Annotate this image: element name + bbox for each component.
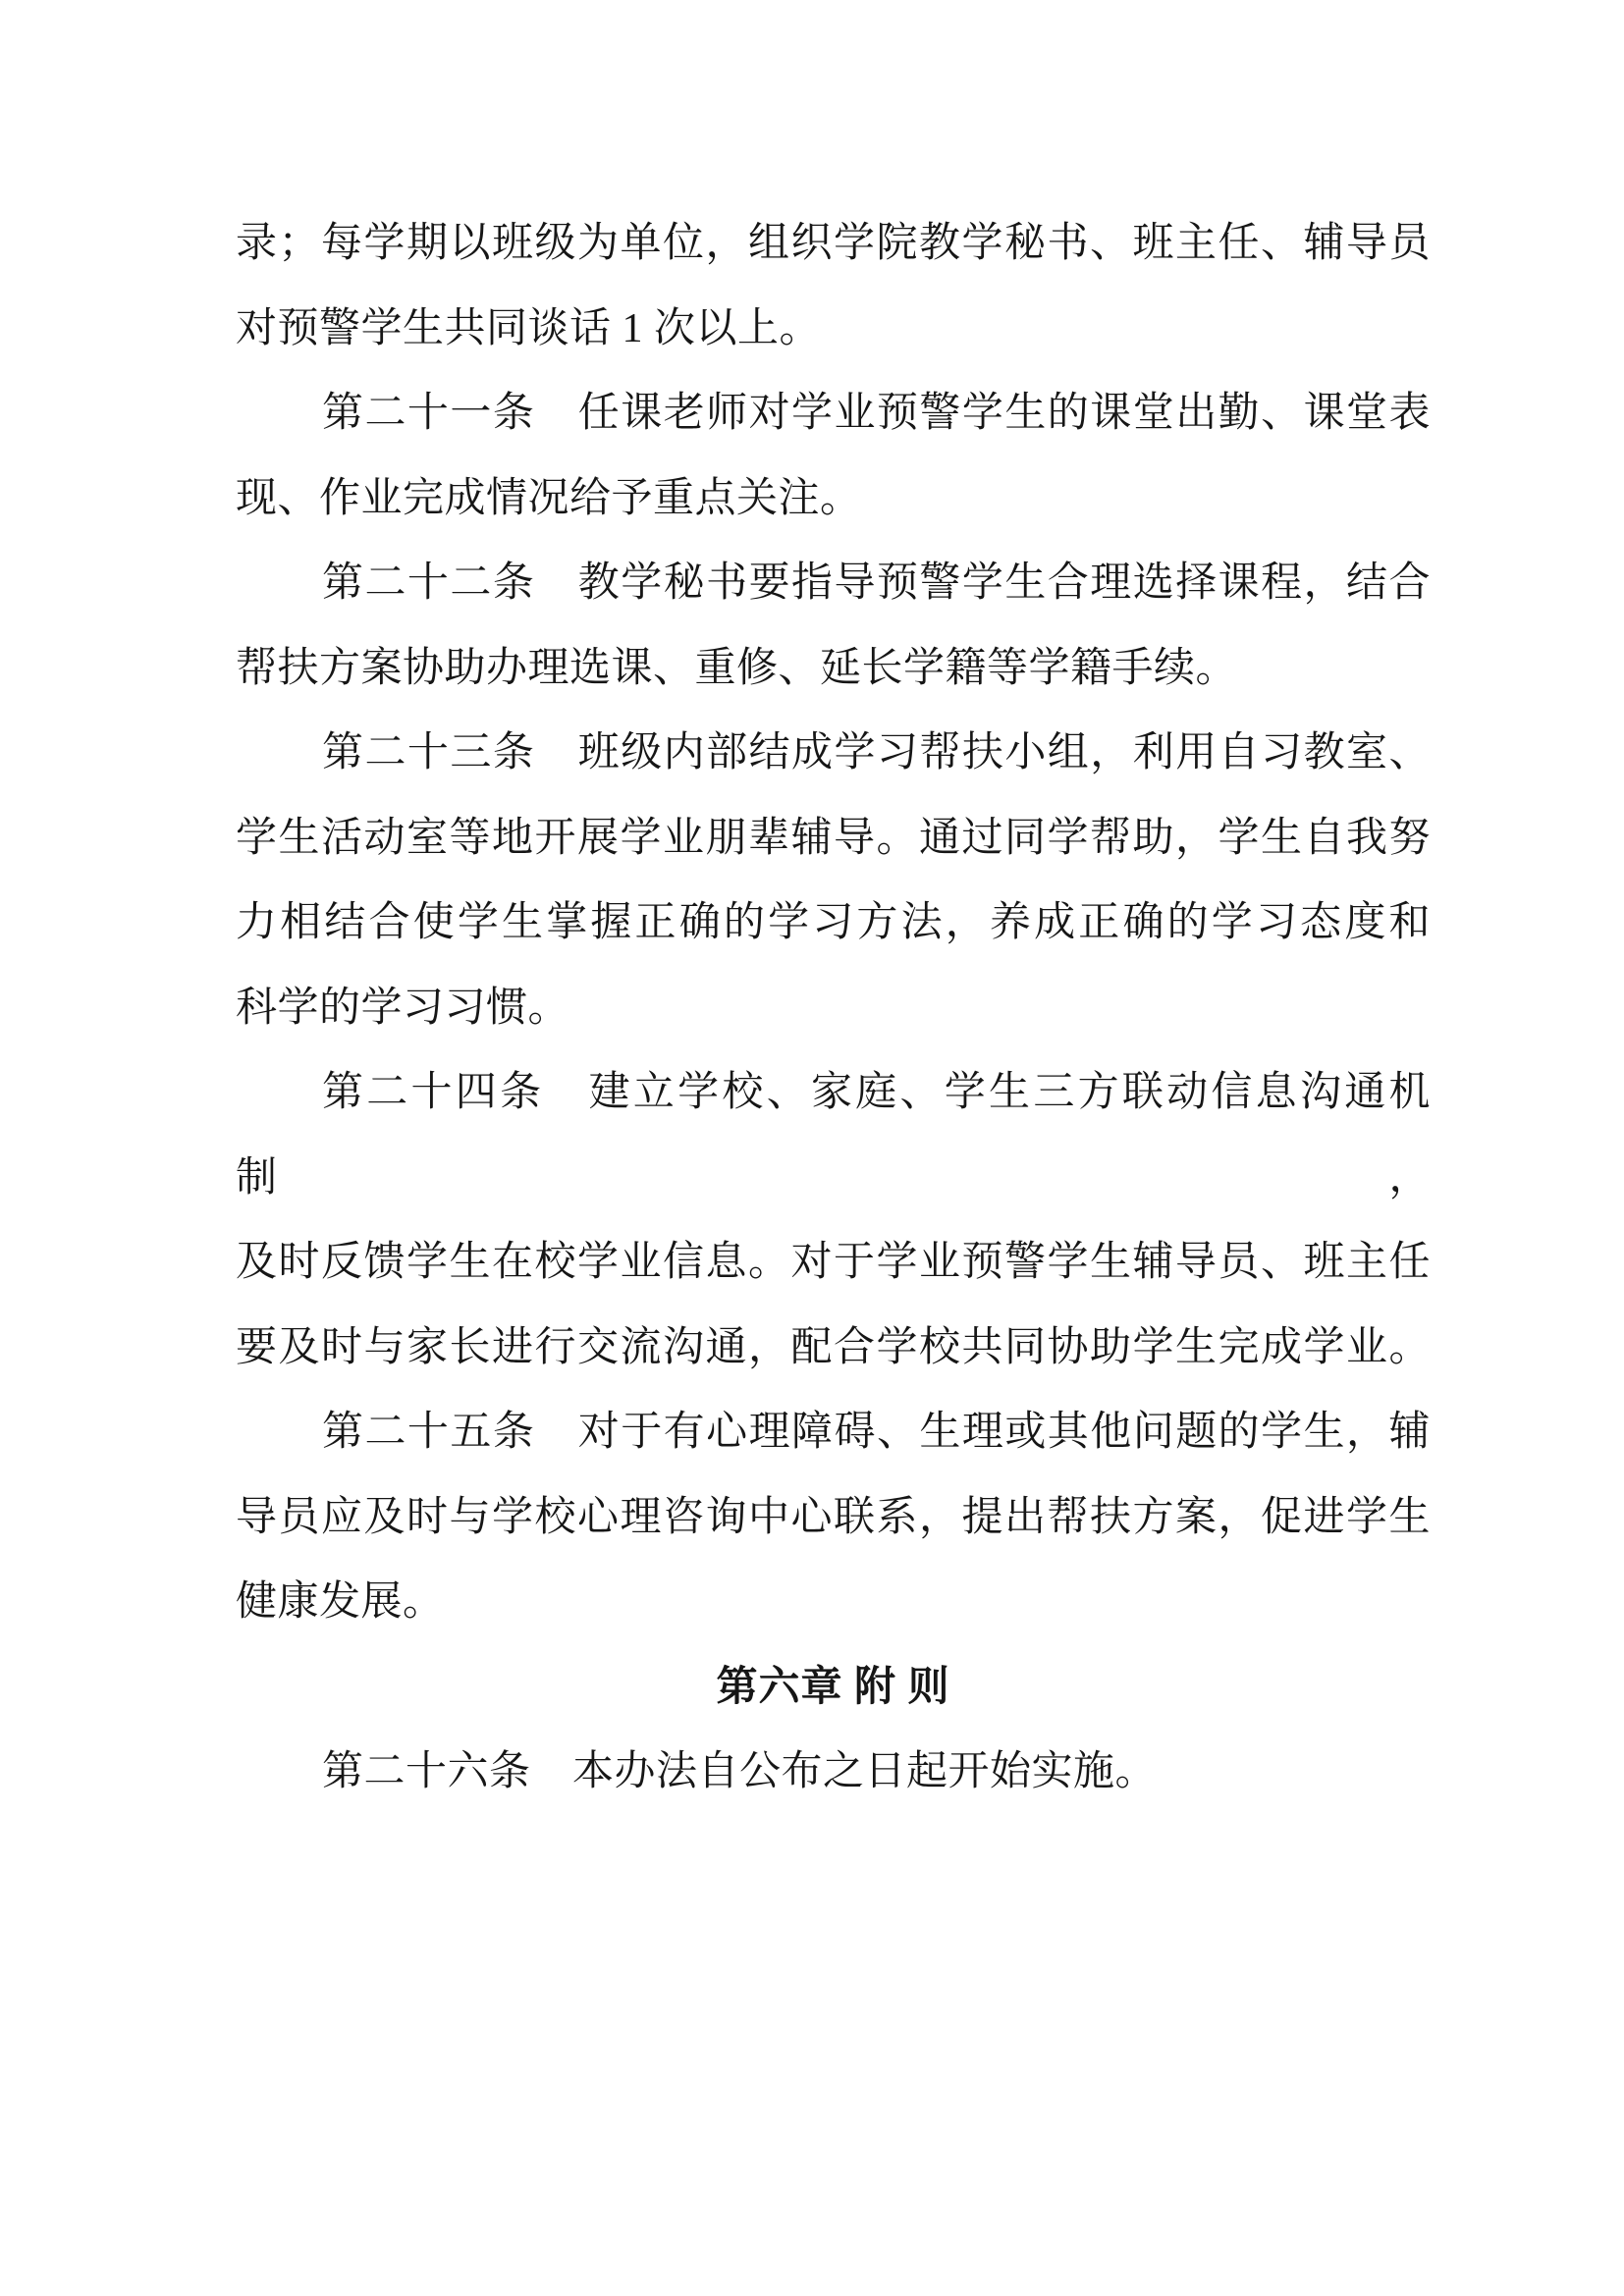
text-line: 现、作业完成情况给予重点关注。 [236, 475, 862, 521]
text-line: 录；每学期以班级为单位，组织学院教学秘书、班主任、辅导员 [236, 221, 1431, 266]
article-21-line: 第二十一条 任课老师对学业预警学生的课堂出勤、课堂表 [322, 391, 1431, 436]
text-line: 及时反馈学生在校学业信息。对于学业预警学生辅导员、班主任 [236, 1240, 1431, 1285]
chapter-heading: 第六章 附 则 [716, 1664, 950, 1710]
article-24-line: 第二十四条 建立学校、家庭、学生三方联动信息沟通机制， [236, 1070, 1431, 1201]
document-text-block [236, 201, 1431, 1815]
text-line: 要及时与家长进行交流沟通，配合学校共同协助学生完成学业。 [236, 1324, 1431, 1370]
article-23-line: 第二十三条 班级内部结成学习帮扶小组，利用自习教室、 [322, 730, 1431, 775]
article-25-line: 第二十五条 对于有心理障碍、生理或其他问题的学生，辅 [322, 1410, 1431, 1455]
text-line: 对预警学生共同谈话 1 次以上。 [236, 305, 822, 351]
article-26-line: 第二十六条 本办法自公布之日起开始实施。 [322, 1749, 1158, 1794]
text-line: 导员应及时与学校心理咨询中心联系，提出帮扶方案，促进学生 [236, 1494, 1431, 1540]
text-line: 力相结合使学生掌握正确的学习方法，养成正确的学习态度和 [236, 900, 1431, 945]
text-line: 健康发展。 [236, 1579, 445, 1625]
text-line: 学生活动室等地开展学业朋辈辅导。通过同学帮助，学生自我努 [236, 815, 1431, 861]
article-22-line: 第二十二条 教学秘书要指导预警学生合理选择课程，结合 [322, 561, 1431, 606]
text-line: 科学的学习习惯。 [236, 985, 570, 1031]
text-line: 帮扶方案协助办理选课、重修、延长学籍等学籍手续。 [236, 645, 1238, 691]
